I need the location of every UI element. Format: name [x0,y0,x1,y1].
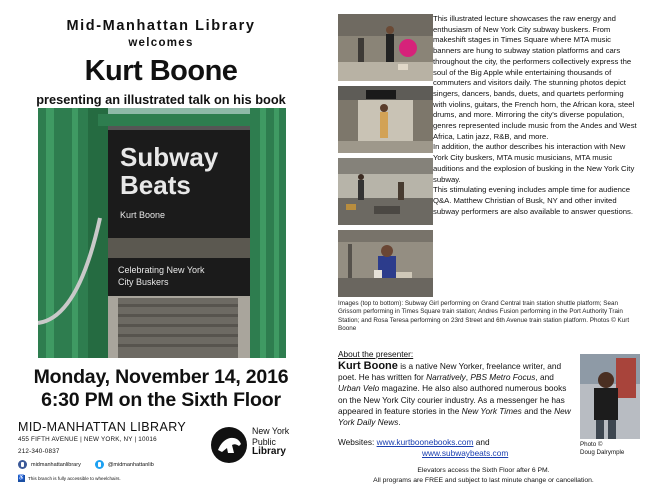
website-link-kurtboonebooks[interactable]: www.kurtboonebooks.com [376,437,474,447]
book-cover-image [38,108,286,358]
bio-separator: , [465,372,471,383]
library-phone: 212-340-0837 [18,448,60,455]
event-date: Monday, November 14, 2016 [33,366,289,388]
host-organization: Mid-Manhattan Library [66,18,256,34]
cover-title-line2: Beats [120,170,191,200]
facebook-handle: midmanhattanlibrary [31,461,81,468]
bio-text-e: . [398,417,401,428]
websites-label: Websites: [338,437,377,447]
library-name: MID-MANHATTAN LIBRARY [18,420,187,434]
cover-tagline-line2: City Buskers [118,277,169,287]
publication-3: Urban Velo [338,383,380,394]
flyer-left-column [0,0,322,498]
event-time-location: 6:30 PM on the Sixth Floor [41,389,281,411]
presenter-name: Kurt Boone [338,360,398,372]
speaker-name: Kurt Boone [84,55,238,87]
websites-and: and [473,437,490,447]
author-photo-credit [580,441,644,457]
twitter-link[interactable] [95,460,154,469]
description-paragraph-3: This stimulating evening includes ample time for audience Q&A. Matthew Christian of Busk, NY and other invited subway performers are also available to answer questions. [433,185,633,216]
bio-text-c: magazine. He also also authored numerous books on the New York City courier industry. As a messenger he has appeared in feature stories in the [338,383,567,416]
event-description [433,14,638,217]
flyer-right-column [322,0,645,498]
social-links [18,460,154,469]
about-presenter-heading: About the presenter: [338,349,414,359]
busker-photo-3 [338,158,433,225]
accessibility-text: This branch is fully accessible to wheelchairs. [28,476,121,481]
description-paragraph-1: This illustrated lecture showcases the raw energy and enthusiasm of New York City subway buskers. From makeshift stages in Times Square where MTA music banners are hung to subway station platforms and cars throughout the city, the performers collectively express the soul of the Big Apple while entertaining thousands of commuters and visitors daily. The stunning photos depict singers, dancers, bands, duets, and quartets performing with violins, guitars, the French horn, the African kora, steel drums, and more. Mirroring the city's diverse population, genres represented include music from the Andes and West Africa, Latin jazz, R&B, and more. [433,14,637,141]
nypl-logo [210,426,310,476]
nypl-logo-line3: Library [252,446,286,457]
cover-tagline-line1: Celebrating New York [118,265,205,275]
photo-caption: Images (top to bottom): Subway Girl performing on Grand Central train station shuttle platform; Sean Grissom performing in Times Square train station; Andres Fusion performing in the Port Authority Train Station; and Rosa Teresa performing on 23rd Street and 6th Avenue train station platform. Photos © Kurt Boone [338,300,630,332]
accessibility-note [18,475,121,482]
nypl-logo-line1: New York [252,426,290,436]
publication-5: New York Daily News [338,405,571,428]
publication-2: PBS Metro Focus [470,372,536,383]
facebook-link[interactable] [18,460,81,469]
cover-title-line1: Subway [120,142,219,172]
website-link-subwaybeats[interactable]: www.subwaybeats.com [422,448,509,459]
publication-4: New York Times [461,405,522,416]
twitter-icon [95,460,104,469]
nypl-logo-line2: Public [252,436,276,447]
author-photo [580,354,640,439]
wheelchair-icon: ♿ [18,475,25,481]
publication-1: Narratively [426,372,466,383]
photo-credit-line2: Doug Dalrymple [580,449,625,457]
elevator-note: Elevators access the Sixth Floor after 6 PM. [417,467,550,474]
presenter-bio [338,361,573,428]
welcomes-text: welcomes [128,37,194,49]
bio-text-d: and the [521,405,555,416]
bio-text-a: is a native New Yorker, freelance writer, and poet. He has written for [338,361,562,383]
programs-free-note: All programs are FREE and subject to last minute change or cancellation. [373,477,594,484]
presenter-websites [338,437,508,459]
photo-credit-line1: Photo © [580,441,603,448]
event-subtitle: presenting an illustrated talk on his book [36,92,286,107]
busker-photo-2 [338,86,433,153]
busker-photo-4 [338,230,433,297]
library-address: 455 FIFTH AVENUE | NEW YORK, NY | 10016 [18,436,157,443]
busker-photo-1 [338,14,433,81]
description-paragraph-2: In addition, the author describes his interaction with New York City buskers, MTA music musicians, MTA music auditions and the explosion of busking in the New York City subway. [433,142,635,184]
bio-text-b: , and [535,372,554,383]
nypl-lion-icon [210,426,248,464]
twitter-handle: @midmanhattanlib [107,461,154,468]
facebook-icon [18,460,27,469]
busker-photo-strip [338,14,433,302]
cover-author: Kurt Boone [120,210,166,220]
